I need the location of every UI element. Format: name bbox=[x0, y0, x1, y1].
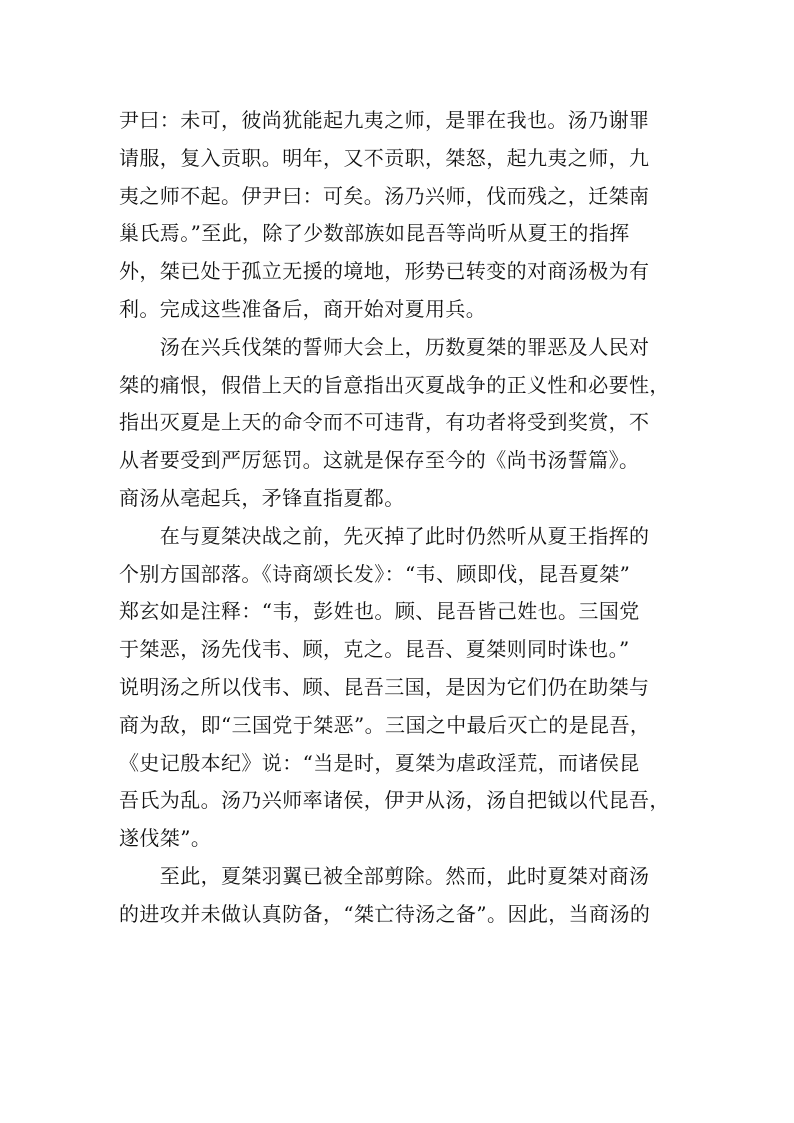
text-line: 在与夏桀决战之前，先灭掉了此时仍然听从夏王指挥的 bbox=[119, 523, 650, 548]
text-line: 利。完成这些准备后，商开始对夏用兵。 bbox=[119, 296, 487, 321]
text-line: 吾氏为乱。汤乃兴师率诸侯，伊尹从汤，汤自把钺以代昆吾， bbox=[119, 788, 670, 813]
text-line: 的进攻并未做认真防备，“桀亡待汤之备”。因此，当商汤的 bbox=[119, 901, 651, 926]
body-text bbox=[119, 102, 699, 934]
text-line: 个别方国部落。《诗商颂长发》：“韦、顾即伐，昆吾夏桀” bbox=[119, 561, 631, 586]
text-line: 商为敌，即“三国党于桀恶”。三国之中最后灭亡的是昆吾， bbox=[119, 712, 651, 737]
text-line: 从者要受到严厉惩罚。这就是保存至今的《尚书汤誓篇》。 bbox=[119, 448, 640, 473]
text-line: 郑玄如是注释：“韦，彭姓也。顾、昆吾皆己姓也。三国党 bbox=[119, 599, 640, 624]
text-line: 汤在兴兵伐桀的誓师大会上，历数夏桀的罪恶及人民对 bbox=[119, 334, 650, 359]
text-line: 于桀恶，汤先伐韦、顾，克之。昆吾、夏桀则同时诛也。” bbox=[119, 637, 630, 662]
text-line: 桀的痛恨，假借上天的旨意指出灭夏战争的正义性和必要性， bbox=[119, 372, 670, 397]
text-line: 说明汤之所以伐韦、顾、昆吾三国，是因为它们仍在助桀与 bbox=[119, 674, 650, 699]
text-line: 《史记殷本纪》说：“当是时，夏桀为虐政淫荒，而诸侯昆 bbox=[119, 750, 640, 775]
text-line: 尹曰：未可，彼尚犹能起九夷之师，是罪在我也。汤乃谢罪 bbox=[119, 108, 650, 132]
text-line: 夷之师不起。伊尹曰：可矣。汤乃兴师，伐而残之，迁桀南 bbox=[119, 183, 650, 208]
text-line: 巢氏焉。”至此，除了少数部族如昆吾等尚听从夏王的指挥 bbox=[119, 221, 630, 246]
text-line: 外，桀已处于孤立无援的境地，形势已转变的对商汤极为有 bbox=[119, 259, 650, 284]
text-line: 请服，复入贡职。明年，又不贡职，桀怒，起九夷之师，九 bbox=[119, 145, 650, 170]
text-line: 商汤从亳起兵，矛锋直指夏都。 bbox=[119, 485, 405, 510]
text-line: 遂伐桀”。 bbox=[119, 826, 212, 851]
text-line: 至此，夏桀羽翼已被全部剪除。然而，此时夏桀对商汤 bbox=[119, 863, 650, 888]
text-line: 指出灭夏是上天的命令而不可违背，有功者将受到奖赏，不 bbox=[119, 410, 650, 435]
